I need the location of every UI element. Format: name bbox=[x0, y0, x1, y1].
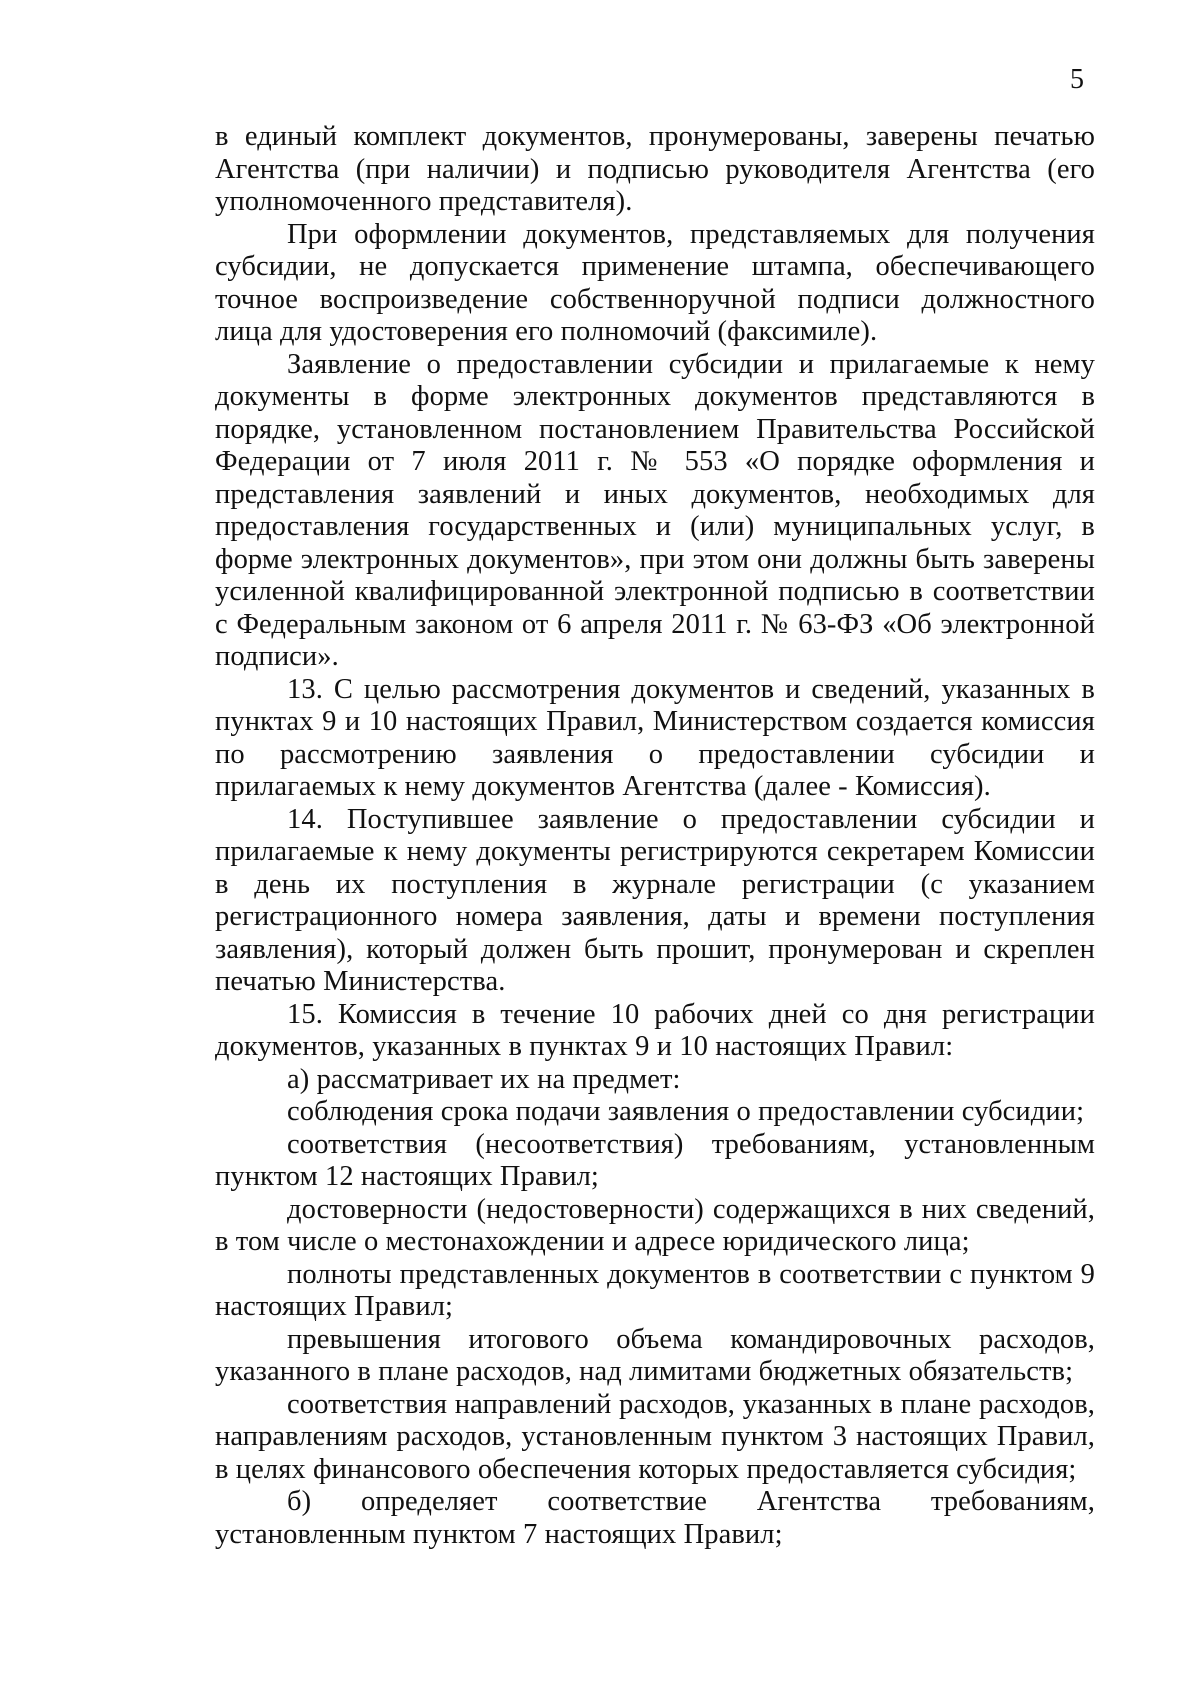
clause-15-a-item-1: соблюдения срока подачи заявления о предоставлении субсидии; bbox=[287, 1096, 1085, 1127]
clause-14: 14. Поступившее заявление о предоставлении субсидии и прилагаемые к нему документы регистрируются секретарем Комиссии в день их поступления в журнале регистрации (с указанием регистрационного номера заявления, даты и времени поступления заявления), который должен быть прошит, пронумерован и скреплен печатью Министерства. bbox=[215, 803, 1095, 997]
clause-15-a-item-6: соответствия направлений расходов, указанных в плане расходов, направлениям расходов, установленным пунктом 3 настоящих Правил, в целях финансового обеспечения которых предоставляется субсидия; bbox=[215, 1388, 1095, 1485]
clause-13: 13. С целью рассмотрения документов и сведений, указанных в пунктах 9 и 10 настоящих Правил, Министерством создается комиссия по рассмотрению заявления о предоставлении субсидии и прилагаемых к нему документов Агентства (далее - Комиссия). bbox=[215, 673, 1095, 802]
clause-15-a-item-5: превышения итогового объема командировочных расходов, указанного в плане расходов, над лимитами бюджетных обязательств; bbox=[215, 1323, 1095, 1387]
paragraph-1-continuation: в единый комплект документов, пронумерованы, заверены печатью Агентства (при наличии) и подписью руководителя Агентства (его уполномоченного представителя). bbox=[215, 121, 1095, 217]
clause-15: 15. Комиссия в течение 10 рабочих дней со дня регистрации документов, указанных в пунктах 9 и 10 настоящих Правил: bbox=[215, 998, 1095, 1062]
page-number: 5 bbox=[1070, 64, 1084, 95]
clause-15-b: б) определяет соответствие Агентства требованиям, установленным пунктом 7 настоящих Правил; bbox=[215, 1486, 1095, 1550]
paragraph-electronic-documents: Заявление о предоставлении субсидии и прилагаемые к нему документы в форме электронных документов представляются в порядке, установленном постановлением Правительства Российской Федерации от 7 июля 2011 г. № 553 «О порядке оформления и представления заявлений и иных документов, необходимых для предоставления государственных и (или) муниципальных услуг, в форме электронных документов», при этом они должны быть заверены усиленной квалифицированной электронной подписью в соответствии с Федеральным законом от 6 апреля 2011 г. № 63-ФЗ «Об электронной подписи». bbox=[215, 348, 1095, 672]
document-body bbox=[215, 121, 1095, 1551]
clause-15-a-item-4: полноты представленных документов в соответствии с пунктом 9 настоящих Правил; bbox=[215, 1258, 1095, 1322]
clause-15-a: а) рассматривает их на предмет: bbox=[287, 1063, 681, 1095]
paragraph-facsimile: При оформлении документов, представляемых для получения субсидии, не допускается применение штампа, обеспечивающего точное воспроизведение собственноручной подписи должностного лица для удостоверения его полномочий (факсимиле). bbox=[215, 218, 1095, 347]
clause-15-a-item-2: соответствия (несоответствия) требованиям, установленным пунктом 12 настоящих Правил; bbox=[215, 1128, 1095, 1192]
clause-15-a-item-3: достоверности (недостоверности) содержащихся в них сведений, в том числе о местонахождении и адресе юридического лица; bbox=[215, 1193, 1095, 1257]
